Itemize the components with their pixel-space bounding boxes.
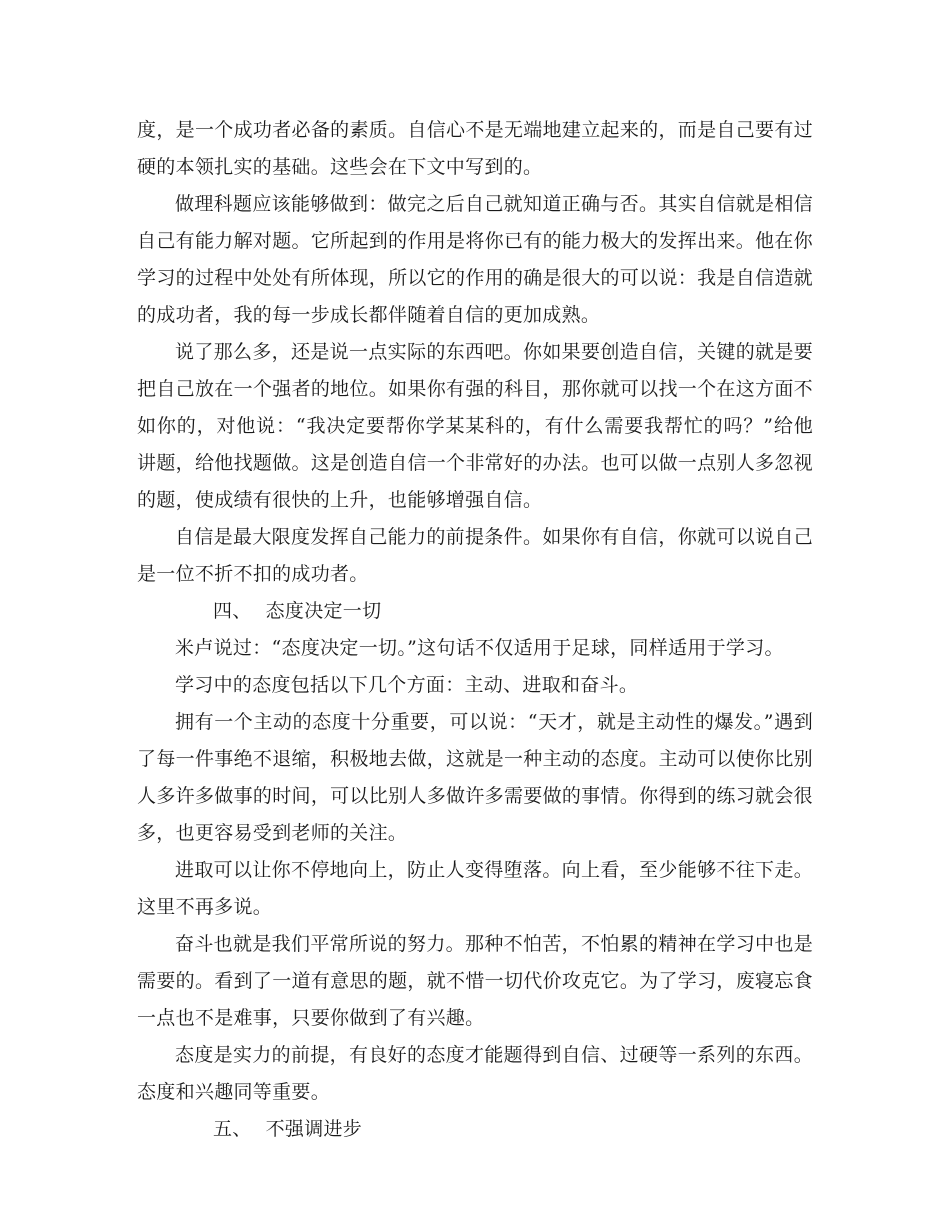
section-heading (137, 593, 813, 630)
paragraph: 态度是实力的前提，有良好的态度才能题得到自信、过硬等一系列的东西。态度和兴趣同等重要。 (137, 1044, 813, 1103)
section-number: 四、 (213, 600, 252, 622)
paragraph: 奋斗也就是我们平常所说的努力。那种不怕苦，不怕累的精神在学习中也是需要的。看到了一道有意思的题，就不惜一切代价攻克它。为了学习，废寝忘食一点也不是难事，只要你做到了有兴趣。 (137, 933, 813, 1029)
document-body (137, 112, 813, 1148)
paragraph: 说了那么多，还是说一点实际的东西吧。你如果要创造自信，关键的就是要把自己放在一个强者的地位。如果你有强的科目，那你就可以找一个在这方面不如你的，对他说：“我决定要帮你学某某科的，有什么需要我帮忙的吗？”给他讲题，给他找题做。这是创造自信一个非常好的办法。也可以做一点别人多忽视的题，使成绩有很快的上升，也能够增强自信。 (137, 341, 813, 511)
section-number: 五、 (213, 1118, 252, 1140)
section-title: 不强调进步 (265, 1118, 363, 1140)
paragraph: 度，是一个成功者必备的素质。自信心不是无端地建立起来的，而是自己要有过硬的本领扎实的基础。这些会在下文中写到的。 (137, 119, 813, 178)
paragraph: 自信是最大限度发挥自己能力的前提条件。如果你有自信，你就可以说自己是一位不折不扣的成功者。 (137, 526, 813, 585)
section-title: 态度决定一切 (265, 600, 382, 622)
paragraph: 拥有一个主动的态度十分重要，可以说：“天才，就是主动性的爆发。”遇到了每一件事绝不退缩，积极地去做，这就是一种主动的态度。主动可以使你比别人多许多做事的时间，可以比别人多做许多需要做的事情。你得到的练习就会很多，也更容易受到老师的关注。 (137, 711, 813, 844)
paragraph: 米卢说过：“态度决定一切。”这句话不仅适用于足球，同样适用于学习。 (175, 637, 784, 659)
paragraph: 学习中的态度包括以下几个方面：主动、进取和奋斗。 (175, 674, 639, 696)
paragraph: 进取可以让你不停地向上，防止人变得堕落。向上看，至少能够不往下走。这里不再多说。 (137, 859, 813, 918)
paragraph: 做理科题应该能够做到：做完之后自己就知道正确与否。其实自信就是相信自己有能力解对题。它所起到的作用是将你已有的能力极大的发挥出来。他在你学习的过程中处处有所体现，所以它的作用的确是很大的可以说：我是自信造就的成功者，我的每一步成长都伴随着自信的更加成熟。 (137, 193, 813, 326)
section-heading (137, 1111, 813, 1148)
